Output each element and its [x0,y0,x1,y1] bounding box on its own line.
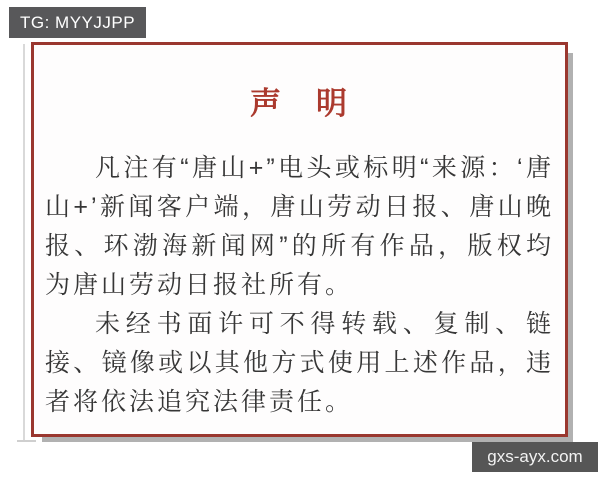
statement-box [31,42,568,437]
tg-banner: TG: MYYJJPP [9,7,146,38]
watermark-badge: gxs-ayx.com [472,442,598,472]
frame-artifact-line-horizontal [17,440,36,442]
frame-artifact-line-vertical [23,44,25,442]
statement-title: 声 明 [250,86,349,121]
statement-paragraph-liability: 未经书面许可不得转载、复制、链接、镜像或以其他方式使用上述作品，违者将依法追究法律责任。 [45,310,554,416]
statement-body [45,149,554,422]
statement-paragraph-copyright: 凡注有“唐山+”电头或标明“来源：‘唐山+’新闻客户端，唐山劳动日报、唐山晚报、环渤海新闻网”的所有作品，版权均为唐山劳动日报社所有。 [45,154,554,299]
